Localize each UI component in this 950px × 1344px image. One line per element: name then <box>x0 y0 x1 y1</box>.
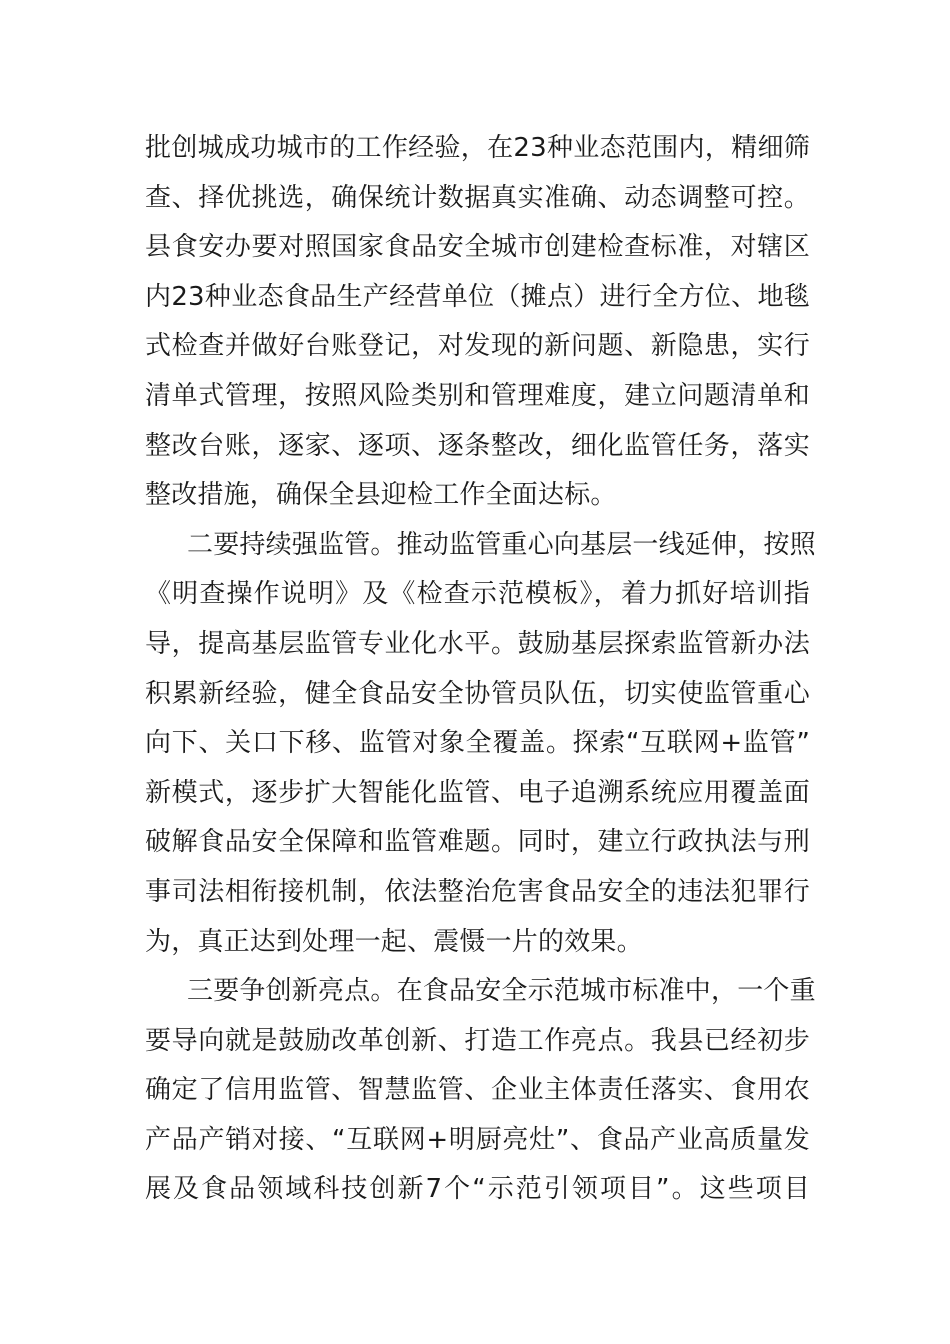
paragraph-1 <box>145 124 810 521</box>
text-line: 导，提高基层监管专业化水平。鼓励基层探索监管新办法 <box>145 628 810 659</box>
text-line: 向下、关口下移、监管对象全覆盖。探索“互联网+监管” <box>145 728 810 759</box>
text-line: 整改台账，逐家、逐项、逐条整改，细化监管任务，落实 <box>145 430 810 461</box>
text-line: 查、择优挑选，确保统计数据真实准确、动态调整可控。 <box>145 182 810 213</box>
text-line: 批创城成功城市的工作经验，在23种业态范围内，精细筛 <box>145 133 810 163</box>
text-line: 事司法相衔接机制，依法整治危害食品安全的违法犯罪行 <box>145 876 810 907</box>
text-line: 《明查操作说明》及《检查示范模板》，着力抓好培训指 <box>145 579 810 610</box>
text-line: 三要争创新亮点。在食品安全示范城市标准中，一个重 <box>187 976 816 1007</box>
text-line: 为，真正达到处理一起、震慑一片的效果。 <box>145 926 643 957</box>
paragraph-2 <box>145 521 816 967</box>
text-line: 内23种业态食品生产经营单位（摊点）进行全方位、地毯 <box>145 281 810 312</box>
text-line: 整改措施，确保全县迎检工作全面达标。 <box>145 480 617 511</box>
text-line: 县食安办要对照国家食品安全城市创建检查标准，对辖区 <box>145 232 810 263</box>
text-line: 清单式管理，按照风险类别和管理难度，建立问题清单和 <box>145 380 810 411</box>
text-line: 积累新经验，健全食品安全协管员队伍，切实使监管重心 <box>145 678 810 709</box>
text-line: 二要持续强监管。推动监管重心向基层一线延伸，按照 <box>187 529 816 560</box>
document-body <box>145 124 816 1215</box>
text-line: 式检查并做好台账登记，对发现的新问题、新隐患，实行 <box>145 331 810 362</box>
text-line: 新模式，逐步扩大智能化监管、电子追溯系统应用覆盖面 <box>145 777 810 808</box>
text-line: 确定了信用监管、智慧监管、企业主体责任落实、食用农 <box>145 1075 810 1106</box>
text-line: 产品产销对接、“互联网+明厨亮灶”、食品产业高质量发 <box>145 1124 810 1155</box>
paragraph-3 <box>145 967 816 1215</box>
text-line: 展及食品领域科技创新7个“示范引领项目”。这些项目 <box>145 1174 810 1205</box>
text-line: 要导向就是鼓励改革创新、打造工作亮点。我县已经初步 <box>145 1025 810 1056</box>
text-line: 破解食品安全保障和监管难题。同时，建立行政执法与刑 <box>145 827 810 858</box>
